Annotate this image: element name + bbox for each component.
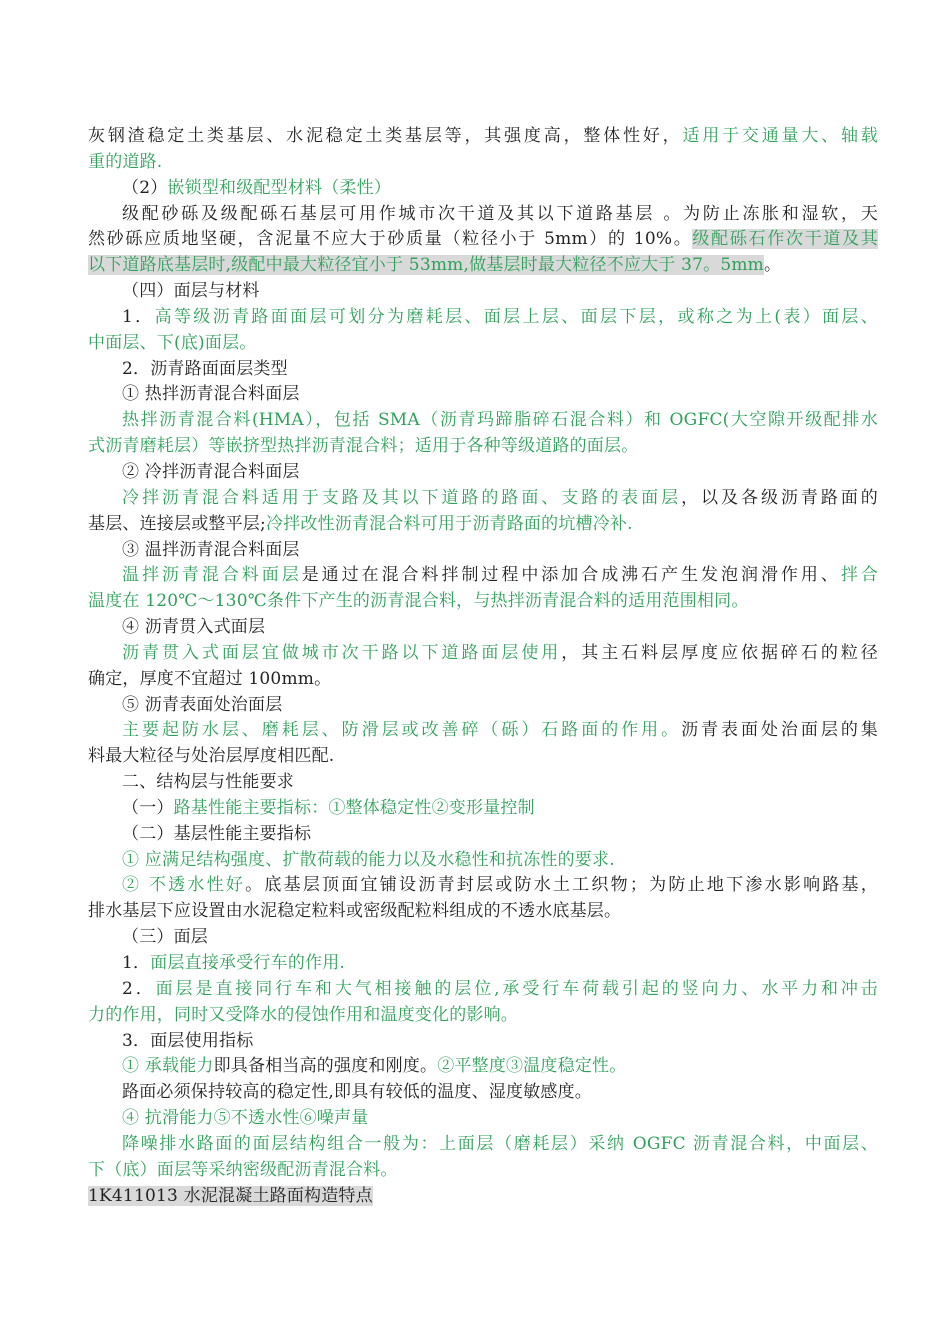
line-38: 路面必须保持较高的稳定性,即具有较低的温度、湿度敏感度。 (122, 1082, 593, 1103)
heading-surface-indicators: 3．面层使用指标 (122, 1030, 254, 1051)
line-40: 降噪排水路面的面层结构组合一般为：上面层（磨耗层）采纳 OGFC 沥青混合料，中面层、 (122, 1133, 878, 1154)
line-19: 温度在 120℃～130℃条件下产生的沥青混合料，与热拌沥青混合料的适用范围相同。 (88, 591, 749, 612)
line-1: 灰钢渣稳定土类基层、水泥稳定土类基层等，其强度高，整体性好，适用于交通量大、轴载 (88, 126, 879, 146)
heading-interlock-materials: （2）嵌锁型和级配型材料（柔性） (122, 177, 392, 198)
line-35: 力的作用，同时又受降水的侵蚀作用和温度变化的影响。 (88, 1004, 518, 1025)
heading-base-indicators: （二）基层性能主要指标 (122, 823, 312, 844)
line-22: 确定，厚度不宜超过 100mm。 (88, 668, 332, 689)
heading-warm-mix: ③ 温拌沥青混合料面层 (122, 539, 300, 560)
document-page (88, 124, 878, 1209)
line-25: 料最大粒径与处治层厚度相匹配. (88, 746, 335, 767)
line-31: 排水基层下应设置由水泥稳定粒料或密级配粒料组成的不透水底基层。 (88, 901, 622, 922)
line-37: ① 承载能力即具备相当高的强度和刚度。②平整度③温度稳定性。 (122, 1056, 627, 1077)
line-13: 式沥青磨耗层）等嵌挤型热拌沥青混合料；适用于各种等级道路的面层。 (88, 436, 639, 457)
line-15: 冷拌沥青混合料适用于支路及其以下道路的路面、支路的表面层，以及各级沥青路面的 (122, 487, 878, 508)
heading-subgrade-indicators: （一）路基性能主要指标：①整体稳定性②变形量控制 (122, 797, 535, 818)
line-41: 下（底）面层等采纳密级配沥青混合料。 (88, 1159, 398, 1180)
line-12: 热拌沥青混合料(HMA），包括 SMA（沥青玛蹄脂碎石混合料）和 OGFC(大空隙开级配排水 (122, 410, 878, 431)
section-heading-concrete: 1K411013 水泥混凝土路面构造特点 (88, 1185, 373, 1206)
line-39: ④ 抗滑能力⑤不透水性⑥噪声量 (122, 1108, 369, 1129)
line-5: 然砂砾应质地坚硬，含泥量不应大于砂质量（粒径小于 5mm）的 10%。级配砾石作次干道及其 (88, 229, 878, 250)
line-30: ② 不透水性好。底基层顶面宜铺设沥青封层或防水土工织物；为防止地下渗水影响路基， (122, 875, 878, 896)
line-16: 基层、连接层或整平层;冷拌改性沥青混合料可用于沥青路面的坑槽冷补. (88, 513, 633, 534)
heading-hot-mix: ① 热拌沥青混合料面层 (122, 384, 300, 405)
line-33: 1．面层直接承受行车的作用. (122, 953, 346, 973)
line-18: 温拌沥青混合料面层是通过在混合料拌制过程中添加合成沸石产生发泡润滑作用、拌合 (122, 565, 878, 586)
line-21: 沥青贯入式面层宜做城市次干路以下道路面层使用，其主石料层厚度应依据碎石的粒径 (122, 642, 878, 663)
line-9: 中面层、下(底)面层。 (88, 332, 257, 353)
heading-surface-treatment: ⑤ 沥青表面处治面层 (122, 694, 283, 715)
heading-surface-layer: （三）面层 (122, 927, 208, 948)
line-4: 级配砂砾及级配砾石基层可用作城市次干道及其以下道路基层 。为防止冻胀和湿软，天 (122, 203, 878, 224)
heading-cold-mix: ② 冷拌沥青混合料面层 (122, 461, 300, 482)
heading-structure-requirements: 二、结构层与性能要求 (122, 772, 294, 793)
line-6-highlighted: 以下道路底基层时,级配中最大粒径宜小于 53mm,做基层时最大粒径不应大于 37。5mm。 (88, 255, 782, 276)
line-2: 重的道路. (88, 151, 163, 172)
line-29: ① 应满足结构强度、扩散荷载的能力以及水稳性和抗冻性的要求. (122, 849, 615, 870)
heading-surface-materials: （四）面层与材料 (122, 281, 260, 302)
line-8: 1．高等级沥青路面面层可划分为磨耗层、面层上层、面层下层，或称之为上(表）面层、 (122, 306, 879, 327)
heading-asphalt-types: 2．沥青路面面层类型 (122, 358, 288, 379)
line-24: 主要起防水层、磨耗层、防滑层或改善碎（砾）石路面的作用。沥青表面处治面层的集 (122, 720, 878, 741)
line-34: 2．面层是直接同行车和大气相接触的层位,承受行车荷载引起的竖向力、水平力和冲击 (122, 978, 878, 999)
heading-penetration: ④ 沥青贯入式面层 (122, 617, 266, 638)
